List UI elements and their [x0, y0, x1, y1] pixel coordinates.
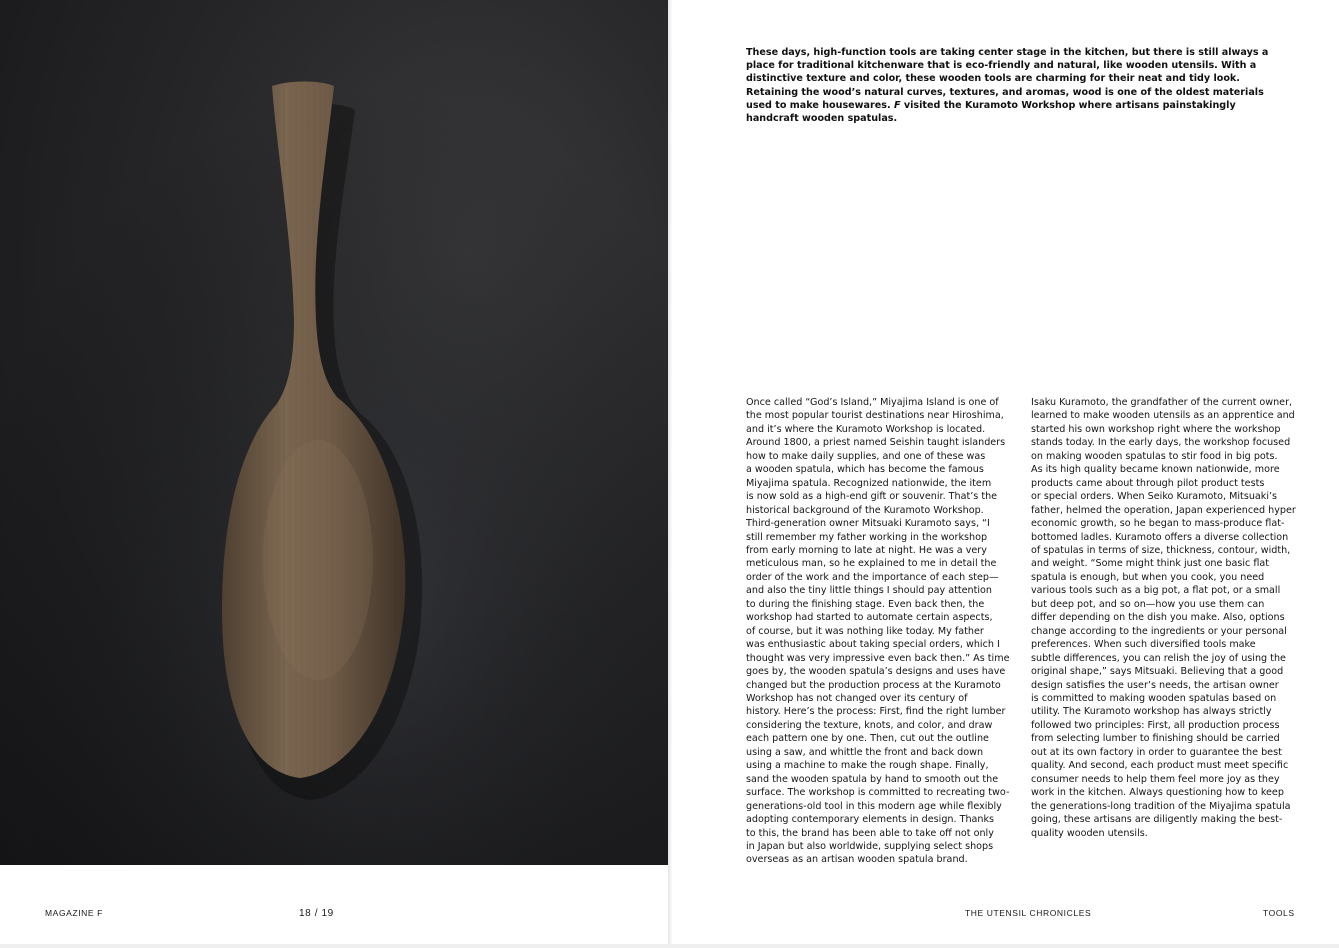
- footer-category: TOOLS: [1263, 908, 1295, 918]
- page-bottom-edge: [0, 944, 1339, 948]
- footer-magazine-name: MAGAZINE F: [45, 908, 103, 918]
- spatula-photo: [0, 0, 669, 865]
- footer-section-title: THE UTENSIL CHRONICLES: [965, 908, 1092, 918]
- footer-page-numbers: 18 / 19: [299, 908, 334, 919]
- page-gutter: [668, 0, 672, 948]
- article-intro: [746, 46, 1286, 125]
- article-column-1: Once called “God’s Island,” Miyajima Island is one of the most popular tourist destinations near Hiroshima, and it’s where the Kuramoto Workshop is located. Around 1800, a priest named Seishin taught islanders how to make daily supplies, and one of these was a wooden spatula, which has become the famous Miyajima spatula. Recognized nationwide, the item is now sold as a high-end gift or souvenir. That’s the historical background of the Kuramoto Workshop. Third-generation owner Mitsuaki Kuramoto says, “I still remember my father working in the workshop from early morning to late at night. He was a very meticulous man, so he explained to me in detail the order of the work and the importance of each step— and also the tiny little things I should pay attention to during the finishing stage. Even back then, the workshop had started to automate certain aspects, of course, but it was nothing like today. My father was enthusiastic about taking special orders, which I thought was very impressive even back then.” As time goes by, the wooden spatula’s designs and uses have changed but the production process at the Kuramoto Workshop has not changed over its century of history. Here’s the process: First, find the right lumber considering the texture, knots, and color, and draw each pattern one by one. Then, cut out the outline using a saw, and whittle the front and back down using a machine to make the rough shape. Finally, sand the wooden spatula by hand to smooth out the surface. The workshop is committed to recreating two- generations-old tool in this modern age while flexibly adopting contemporary elements in design. Thanks to this, the brand has been able to take off not only in Japan but also worldwide, supplying select shops overseas as an artisan wooden spatula brand.: [746, 397, 1010, 866]
- article-column-2: Isaku Kuramoto, the grandfather of the current owner, learned to make wooden utensils as an apprentice and started his own workshop right where the workshop stands today. In the early days, the workshop focused on making wooden spatulas to stir food in big pots. As its high quality became known nationwide, more products came about through pilot product tests or special orders. When Seiko Kuramoto, Mitsuaki’s father, helmed the operation, Japan experienced hyper economic growth, so he began to mass-produce flat- bottomed ladles. Kuramoto offers a diverse collection of spatulas in terms of size, thickness, contour, width, and weight. “Some might think just one basic flat spatula is enough, but when you cook, you need various tools such as a big pot, a flat pot, or a small but deep pot, and so on—how you use them can differ depending on the dish you make. Also, options change according to the ingredients or your personal preferences. When such diversified tools make subtle differences, you can relish the joy of using the original shape,” says Mitsuaki. Believing that a good design satisfies the user’s needs, the artisan owner is committed to making wooden spatulas based on utility. The Kuramoto workshop has always strictly followed two principles: First, all production process from selecting lumber to finishing should be carried out at its own factory in order to guarantee the best quality. And second, each product must meet specific consumer needs to help them feel more joy as they work in the kitchen. Always questioning how to keep the generations-long tradition of the Miyajima spatula going, these artisans are diligently making the best- quality wooden utensils.: [1031, 397, 1296, 839]
- intro-text-end: visited the Kuramoto Workshop where artisans painstakingly handcraft wooden spatulas.: [746, 99, 1236, 125]
- wooden-spatula-illustration: [0, 0, 669, 865]
- magazine-name-italic: F: [893, 99, 901, 111]
- intro-text-start: These days, high-function tools are taking center stage in the kitchen, but there is still always a place for traditional kitchenware that is eco-friendly and natural, like wooden utensils. With a distinctive texture and color, these wooden tools are charming for their neat and tidy look. Retaining the wood’s natural curves, textures, and aromas, wood is one of the oldest materials used to make housewares.: [746, 47, 1269, 111]
